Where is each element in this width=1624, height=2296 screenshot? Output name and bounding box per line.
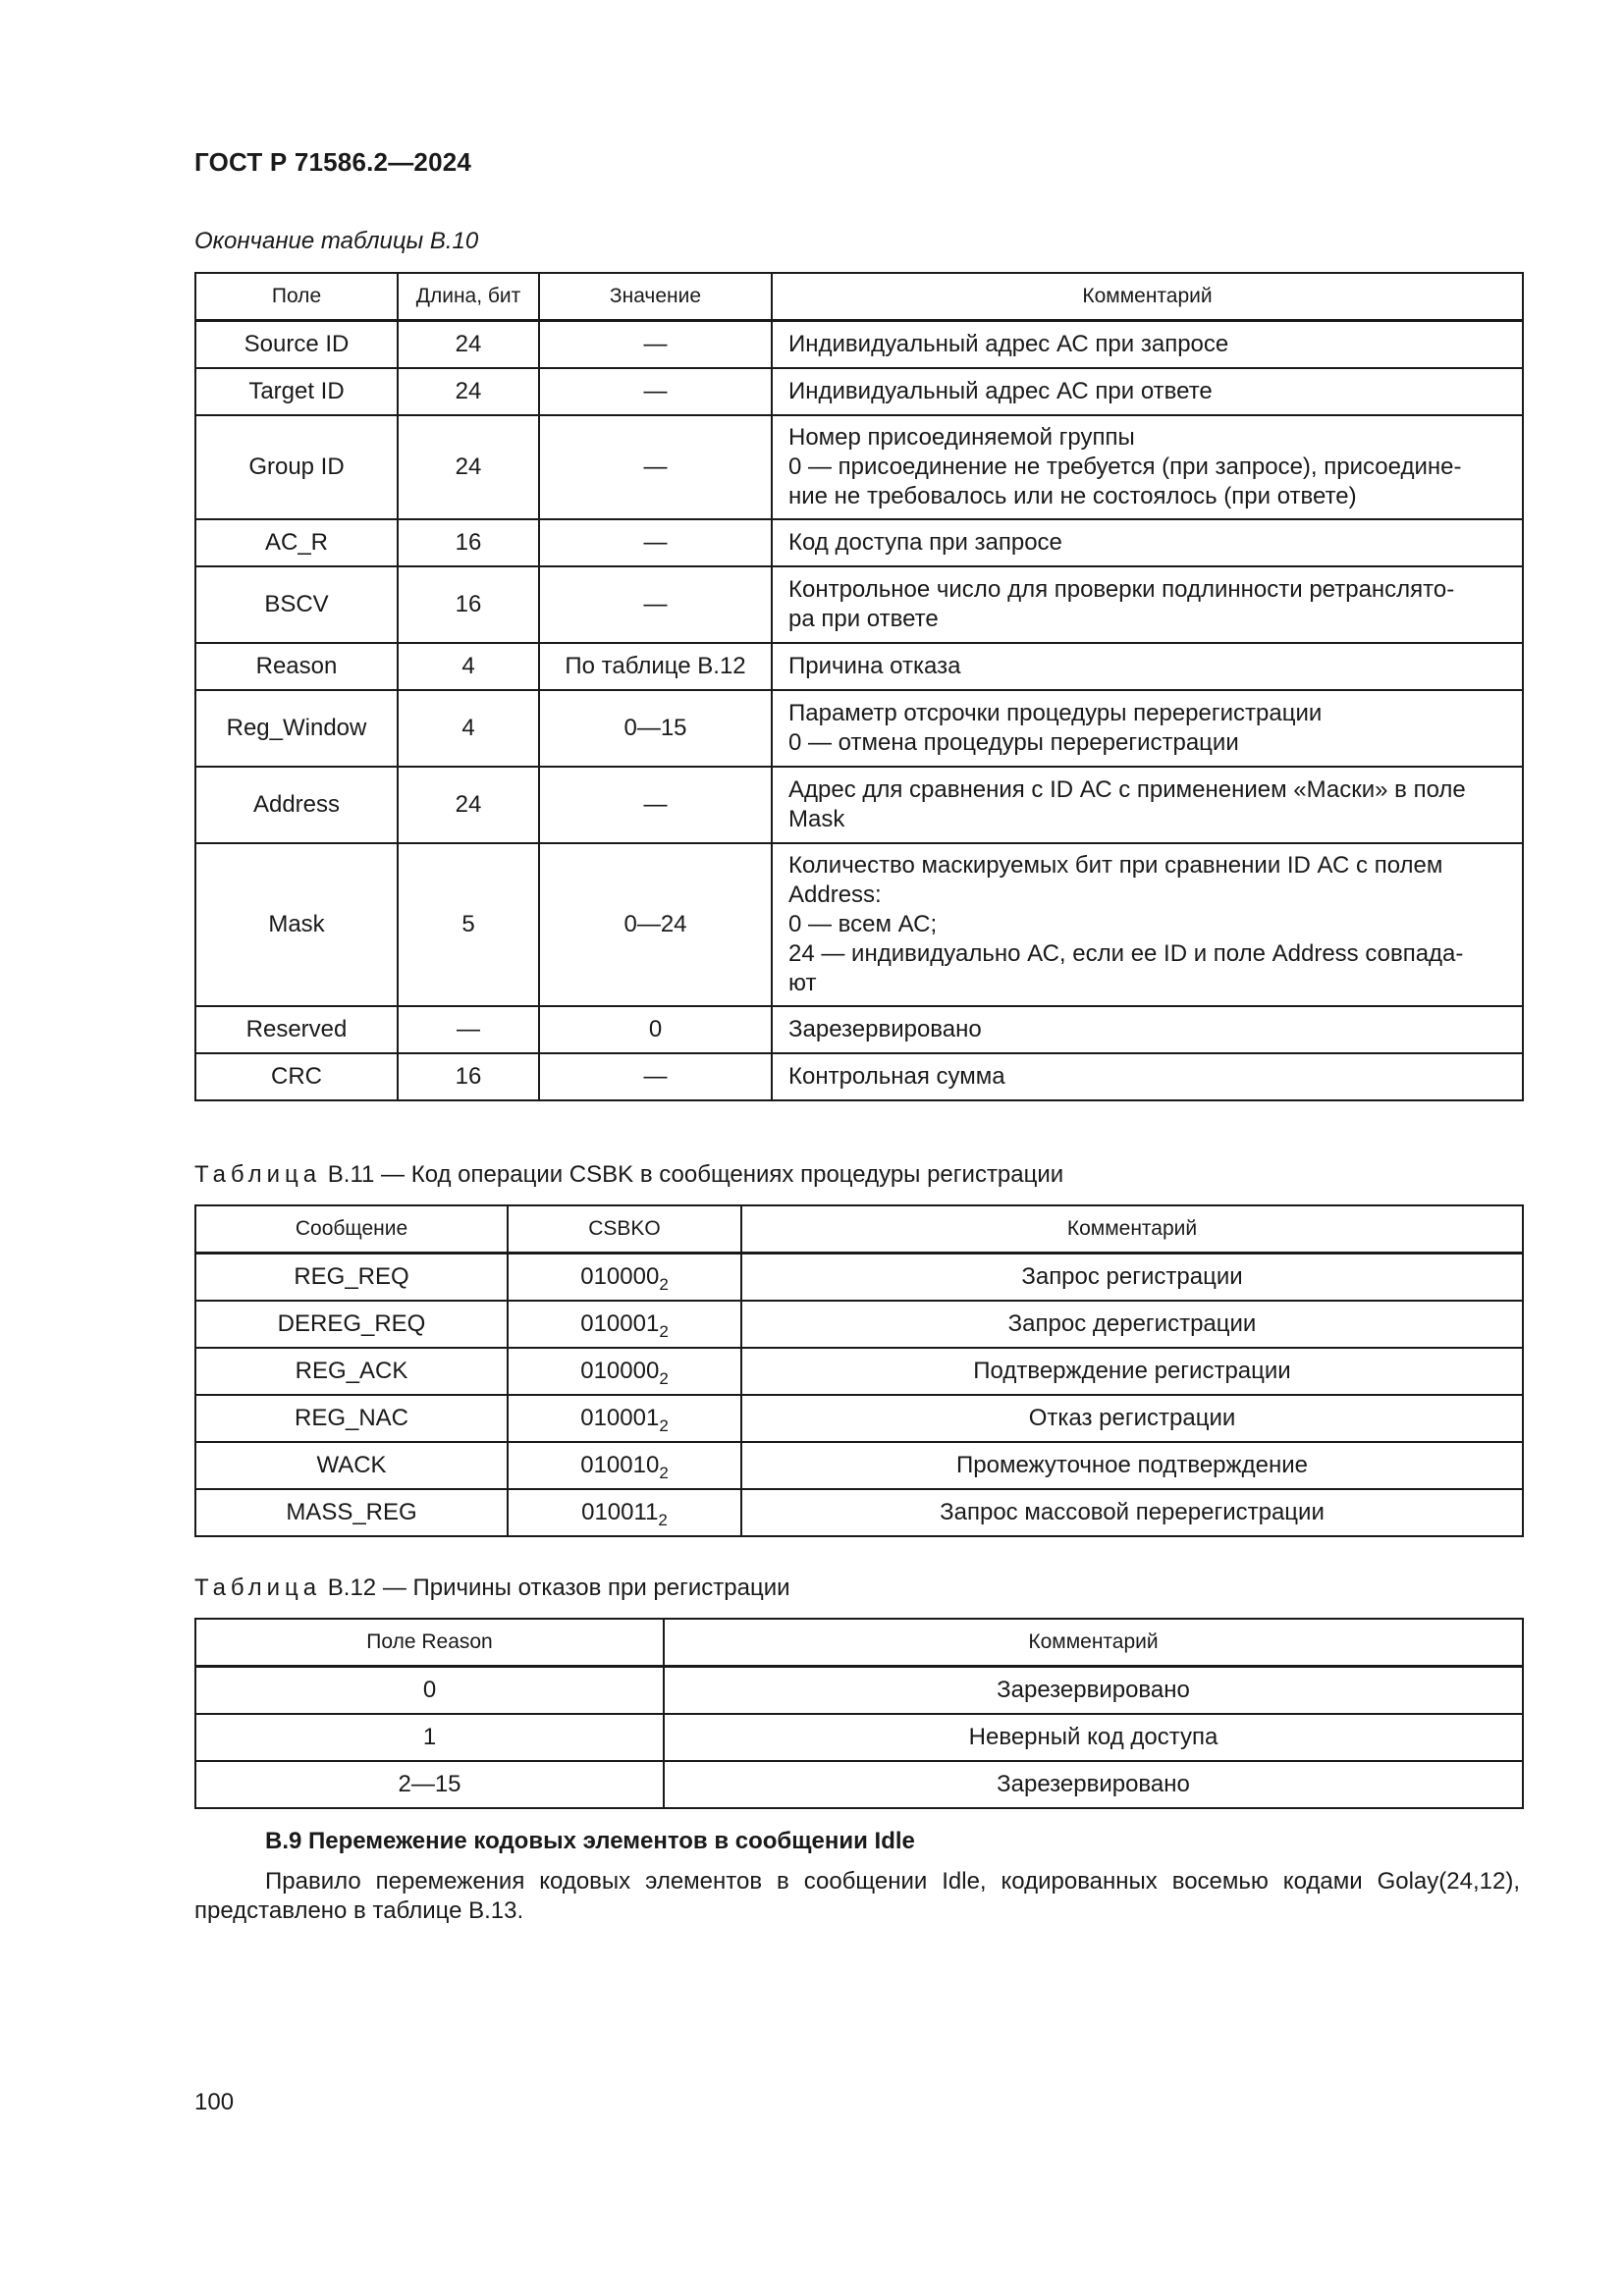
length-cell: 24 bbox=[398, 415, 539, 519]
csbko-value: 010001 bbox=[580, 1309, 660, 1337]
comment-cell bbox=[772, 690, 1523, 767]
comment-cell bbox=[772, 643, 1523, 690]
comment-cell bbox=[772, 767, 1523, 843]
comment-cell bbox=[772, 1006, 1523, 1053]
table-row bbox=[195, 767, 1523, 843]
length-cell: 5 bbox=[398, 843, 539, 1006]
comment-line: Индивидуальный адрес АС при запросе bbox=[788, 330, 1229, 357]
csbko-cell bbox=[508, 1301, 741, 1348]
number-base-subscript: 2 bbox=[659, 1368, 669, 1388]
table-row bbox=[195, 415, 1523, 519]
comment-cell: Неверный код доступа bbox=[664, 1714, 1523, 1761]
field-cell: BSCV bbox=[195, 566, 398, 643]
column-header: Значение bbox=[539, 273, 772, 321]
field-cell: Group ID bbox=[195, 415, 398, 519]
value-cell: — bbox=[539, 519, 772, 566]
table-row bbox=[195, 1489, 1523, 1536]
field-cell: Target ID bbox=[195, 368, 398, 415]
table-row bbox=[195, 1761, 1523, 1808]
table-b11 bbox=[194, 1204, 1524, 1537]
table-row bbox=[195, 1301, 1523, 1348]
comment-cell: Запрос массовой перерегистрации bbox=[741, 1489, 1523, 1536]
comment-line: Зарезервировано bbox=[788, 1015, 982, 1042]
section-heading: В.9 Перемежение кодовых элементов в сообщении Idle bbox=[265, 1828, 915, 1854]
csbko-cell bbox=[508, 1442, 741, 1489]
reason-cell: 0 bbox=[195, 1667, 664, 1714]
column-header: Поле bbox=[195, 273, 398, 321]
length-cell: 16 bbox=[398, 566, 539, 643]
comment-line: 0 — всем АС; bbox=[788, 910, 938, 937]
comment-cell: Зарезервировано bbox=[664, 1761, 1523, 1808]
reason-cell: 2—15 bbox=[195, 1761, 664, 1808]
comment-line: Параметр отсрочки процедуры перерегистрации bbox=[788, 699, 1323, 726]
message-cell: DEREG_REQ bbox=[195, 1301, 508, 1348]
comment-cell: Зарезервировано bbox=[664, 1667, 1523, 1714]
field-cell: Reserved bbox=[195, 1006, 398, 1053]
column-header: Комментарий bbox=[741, 1205, 1523, 1254]
field-cell: Reg_Window bbox=[195, 690, 398, 767]
caption-label: Таблица bbox=[194, 1161, 322, 1188]
comment-cell: Отказ регистрации bbox=[741, 1395, 1523, 1442]
number-base-subscript: 2 bbox=[659, 1274, 669, 1294]
length-cell: 24 bbox=[398, 368, 539, 415]
caption-label: Таблица bbox=[194, 1575, 322, 1601]
comment-line: ра при ответе bbox=[788, 605, 939, 632]
table-row bbox=[195, 690, 1523, 767]
table-row bbox=[195, 1006, 1523, 1053]
comment-line: 0 — отмена процедуры перерегистрации bbox=[788, 728, 1239, 756]
comment-line: Количество маскируемых бит при сравнении ID АС с полем bbox=[788, 851, 1443, 879]
table-row bbox=[195, 843, 1523, 1006]
table-b10-caption: Окончание таблицы В.10 bbox=[194, 228, 479, 254]
csbko-value: 010010 bbox=[580, 1451, 660, 1478]
table-row bbox=[195, 1667, 1523, 1714]
paragraph-text: Правило перемежения кодовых элементов в сообщении Idle, кодированных восемью кодами Golay(24,12), представлено в таблице В.13. bbox=[194, 1868, 1520, 1924]
column-header: Длина, бит bbox=[398, 273, 539, 321]
table-b10 bbox=[194, 272, 1524, 1101]
comment-line: Код доступа при запросе bbox=[788, 528, 1062, 556]
field-cell: Reason bbox=[195, 643, 398, 690]
table-row bbox=[195, 1254, 1523, 1301]
table-header-row bbox=[195, 1619, 1523, 1667]
reason-cell: 1 bbox=[195, 1714, 664, 1761]
column-header: Поле Reason bbox=[195, 1619, 664, 1667]
table-b12 bbox=[194, 1618, 1524, 1809]
value-cell: — bbox=[539, 415, 772, 519]
value-cell: 0—24 bbox=[539, 843, 772, 1006]
message-cell: REG_ACK bbox=[195, 1348, 508, 1395]
comment-cell bbox=[772, 321, 1523, 368]
comment-line: Причина отказа bbox=[788, 652, 961, 679]
value-cell: — bbox=[539, 321, 772, 368]
comment-line: Контрольное число для проверки подлинности ретранслято- bbox=[788, 575, 1455, 603]
table-row bbox=[195, 1348, 1523, 1395]
field-cell: Mask bbox=[195, 843, 398, 1006]
table-row bbox=[195, 368, 1523, 415]
caption-text: В.12 — Причины отказов при регистрации bbox=[327, 1575, 790, 1601]
comment-cell bbox=[772, 1053, 1523, 1100]
length-cell: 24 bbox=[398, 767, 539, 843]
comment-line: Address: bbox=[788, 881, 882, 908]
body-paragraph bbox=[194, 1867, 1520, 1926]
message-cell: REG_NAC bbox=[195, 1395, 508, 1442]
number-base-subscript: 2 bbox=[659, 1463, 669, 1482]
number-base-subscript: 2 bbox=[658, 1510, 668, 1529]
value-cell: — bbox=[539, 566, 772, 643]
comment-line: Адрес для сравнения с ID АС с применением «Маски» в поле bbox=[788, 775, 1466, 803]
table-b11-caption bbox=[194, 1161, 1063, 1189]
length-cell: 4 bbox=[398, 643, 539, 690]
comment-cell bbox=[772, 566, 1523, 643]
number-base-subscript: 2 bbox=[659, 1415, 669, 1435]
table-header-row bbox=[195, 273, 1523, 321]
csbko-cell bbox=[508, 1395, 741, 1442]
comment-line: ние не требовалось или не состоялось (при ответе) bbox=[788, 482, 1357, 509]
field-cell: CRC bbox=[195, 1053, 398, 1100]
comment-line: ют bbox=[788, 969, 817, 996]
comment-cell bbox=[772, 368, 1523, 415]
comment-line: Mask bbox=[788, 805, 845, 832]
table-row bbox=[195, 643, 1523, 690]
csbko-cell bbox=[508, 1254, 741, 1301]
table-row bbox=[195, 1395, 1523, 1442]
column-header: CSBKO bbox=[508, 1205, 741, 1254]
comment-cell bbox=[772, 519, 1523, 566]
column-header: Комментарий bbox=[772, 273, 1523, 321]
value-cell: — bbox=[539, 1053, 772, 1100]
table-row bbox=[195, 1053, 1523, 1100]
comment-line: Индивидуальный адрес АС при ответе bbox=[788, 377, 1213, 404]
message-cell: MASS_REG bbox=[195, 1489, 508, 1536]
csbko-value: 010011 bbox=[581, 1498, 659, 1525]
comment-cell: Запрос дерегистрации bbox=[741, 1301, 1523, 1348]
csbko-value: 010000 bbox=[580, 1262, 660, 1290]
value-cell: 0 bbox=[539, 1006, 772, 1053]
message-cell: WACK bbox=[195, 1442, 508, 1489]
length-cell: 4 bbox=[398, 690, 539, 767]
caption-text: В.11 — Код операции CSBK в сообщениях процедуры регистрации bbox=[327, 1161, 1064, 1188]
table-row bbox=[195, 519, 1523, 566]
comment-cell: Подтверждение регистрации bbox=[741, 1348, 1523, 1395]
table-header-row bbox=[195, 1205, 1523, 1254]
column-header: Комментарий bbox=[664, 1619, 1523, 1667]
message-cell: REG_REQ bbox=[195, 1254, 508, 1301]
page-number: 100 bbox=[194, 2089, 235, 2115]
length-cell: 16 bbox=[398, 1053, 539, 1100]
comment-cell bbox=[772, 843, 1523, 1006]
value-cell: — bbox=[539, 368, 772, 415]
length-cell: 24 bbox=[398, 321, 539, 368]
comment-line: 0 — присоединение не требуется (при запросе), присоедине- bbox=[788, 453, 1462, 480]
table-row bbox=[195, 566, 1523, 643]
length-cell: 16 bbox=[398, 519, 539, 566]
comment-cell: Запрос регистрации bbox=[741, 1254, 1523, 1301]
comment-line: Контрольная сумма bbox=[788, 1062, 1005, 1090]
comment-cell: Промежуточное подтверждение bbox=[741, 1442, 1523, 1489]
value-cell: — bbox=[539, 767, 772, 843]
field-cell: Source ID bbox=[195, 321, 398, 368]
field-cell: AC_R bbox=[195, 519, 398, 566]
comment-line: 24 — индивидуально АС, если ее ID и поле Address совпада- bbox=[788, 939, 1464, 967]
table-b12-caption bbox=[194, 1575, 790, 1602]
field-cell: Address bbox=[195, 767, 398, 843]
column-header: Сообщение bbox=[195, 1205, 508, 1254]
comment-line: Номер присоединяемой группы bbox=[788, 423, 1135, 451]
table-row bbox=[195, 321, 1523, 368]
number-base-subscript: 2 bbox=[659, 1321, 669, 1341]
csbko-cell bbox=[508, 1489, 741, 1536]
table-row bbox=[195, 1714, 1523, 1761]
csbko-value: 010001 bbox=[580, 1404, 660, 1431]
csbko-cell bbox=[508, 1348, 741, 1395]
csbko-value: 010000 bbox=[580, 1357, 660, 1384]
value-cell: 0—15 bbox=[539, 690, 772, 767]
comment-cell bbox=[772, 415, 1523, 519]
length-cell: — bbox=[398, 1006, 539, 1053]
value-cell: По таблице В.12 bbox=[539, 643, 772, 690]
table-row bbox=[195, 1442, 1523, 1489]
document-header: ГОСТ Р 71586.2—2024 bbox=[194, 147, 472, 177]
